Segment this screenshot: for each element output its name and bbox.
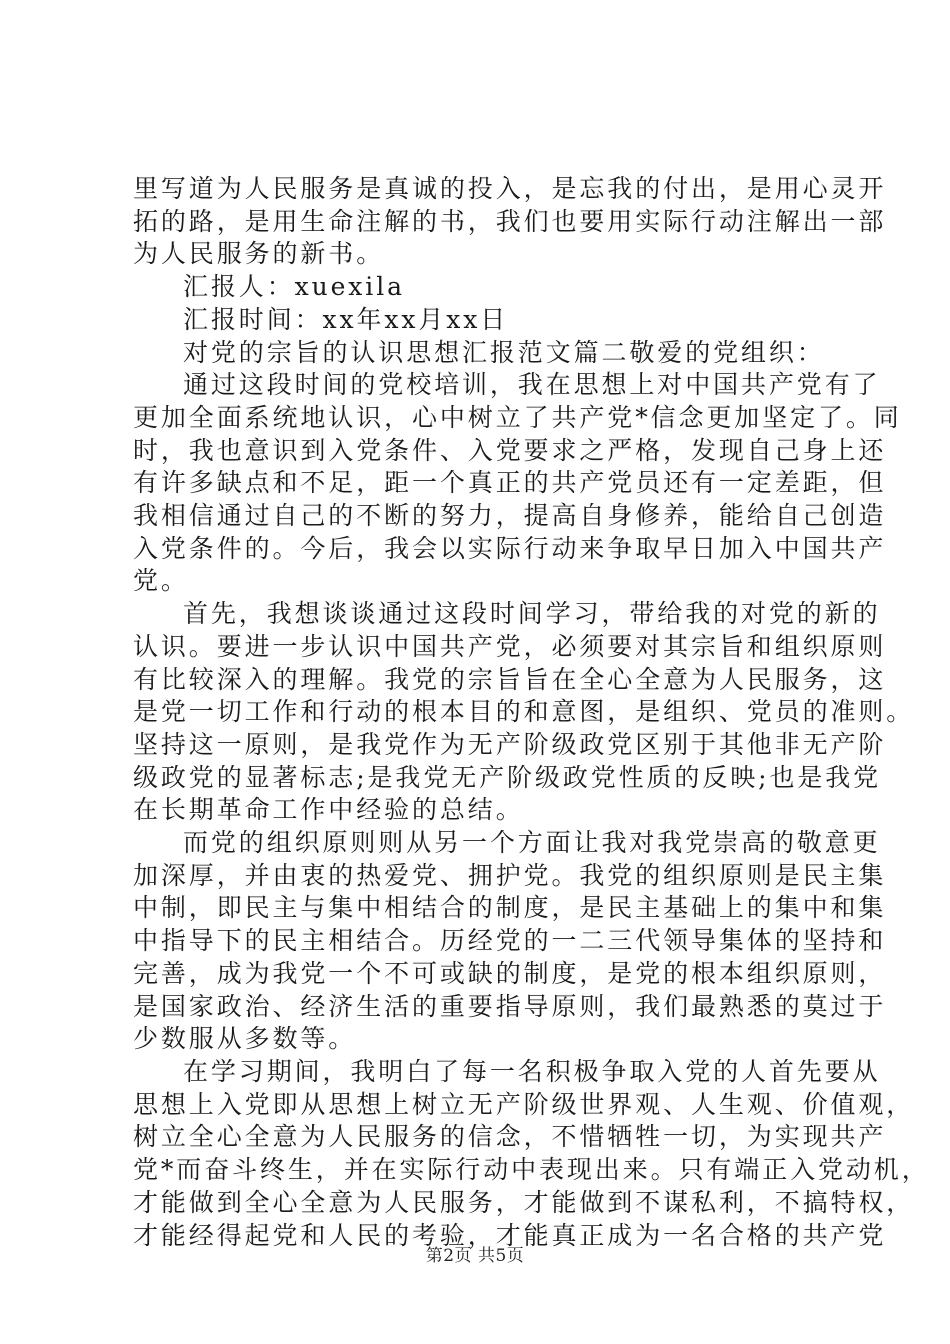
text-line: 而党的组织原则则从另一个方面让我对我党崇高的敬意更 — [183, 828, 881, 858]
text-line: 为人民服务的新书。 — [133, 239, 385, 269]
text-line: 时，我也意识到入党条件、入党要求之严格，发现自己身上还 — [133, 435, 887, 465]
text-line: 加深厚，并由衷的热爱党、拥护党。我党的组织原则是民主集 — [133, 860, 887, 890]
text-line: 中制，即民主与集中相结合的制度，是民主基础上的集中和集 — [133, 893, 887, 923]
text-line: 入党条件的。今后，我会以实际行动来争取早日加入中国共产 — [133, 533, 887, 563]
text-line: 在长期革命工作中经验的总结。 — [133, 795, 524, 825]
text-line: 少数服从多数等。 — [133, 1024, 357, 1054]
text-line: 认识。要进一步认识中国共产党，必须要对其宗旨和组织原则 — [133, 631, 887, 661]
text-line: 通过这段时间的党校培训，我在思想上对中国共产党有了 — [183, 370, 881, 400]
text-line: 是党一切工作和行动的根本目的和意图，是组织、党员的准则。 — [133, 697, 915, 727]
text-line: 才能做到全心全意为人民服务，才能做到不谋私利，不搞特权， — [133, 1187, 915, 1217]
text-line: 有许多缺点和不足，距一个真正的共产党员还有一定差距，但 — [133, 468, 887, 498]
report-date-line: 汇报时间：xx年xx月xx日 — [183, 304, 509, 334]
text-line: 党*而奋斗终生，并在实际行动中表现出来。只有端正入党动机， — [133, 1155, 930, 1185]
text-line: 在学习期间，我明白了每一名积极争取入党的人首先要从 — [183, 1056, 881, 1086]
text-line: 才能经得起党和人民的考验，才能真正成为一名合格的共产党 — [133, 1220, 887, 1250]
reporter-line: 汇报人：xuexila — [183, 272, 405, 302]
text-line: 拓的路，是用生命注解的书，我们也要用实际行动注解出一部 — [133, 206, 887, 236]
section-heading-line: 对党的宗旨的认识思想汇报范文篇二敬爱的党组织： — [183, 337, 825, 367]
text-line: 中指导下的民主相结合。历经党的一二三代领导集体的坚持和 — [133, 926, 887, 956]
text-line: 是国家政治、经济生活的重要指导原则，我们最熟悉的莫过于 — [133, 991, 887, 1021]
text-line: 树立全心全意为人民服务的信念，不惜牺牲一切，为实现共产 — [133, 1122, 887, 1152]
text-line: 党。 — [133, 566, 189, 596]
text-line: 首先，我想谈谈通过这段时间学习，带给我的对党的新的 — [183, 599, 881, 629]
document-body — [133, 173, 930, 1252]
text-line: 有比较深入的理解。我党的宗旨旨在全心全意为人民服务，这 — [133, 664, 887, 694]
text-line: 我相信通过自己的不断的努力，提高自身修养，能给自己创造 — [133, 501, 887, 531]
text-line: 完善，成为我党一个不可或缺的制度，是党的根本组织原则， — [133, 958, 887, 988]
text-line: 更加全面系统地认识，心中树立了共产党*信念更加坚定了。同 — [133, 402, 902, 432]
text-line: 思想上入党即从思想上树立无产阶级世界观、人生观、价值观， — [133, 1089, 915, 1119]
page-footer: 第2页 共5页 — [425, 1246, 525, 1266]
text-line: 级政党的显著标志;是我党无产阶级政党性质的反映;也是我党 — [133, 762, 882, 792]
text-line: 里写道为人民服务是真诚的投入，是忘我的付出，是用心灵开 — [133, 174, 887, 203]
text-line: 坚持这一原则，是我党作为无产阶级政党区别于其他非无产阶 — [133, 729, 887, 759]
